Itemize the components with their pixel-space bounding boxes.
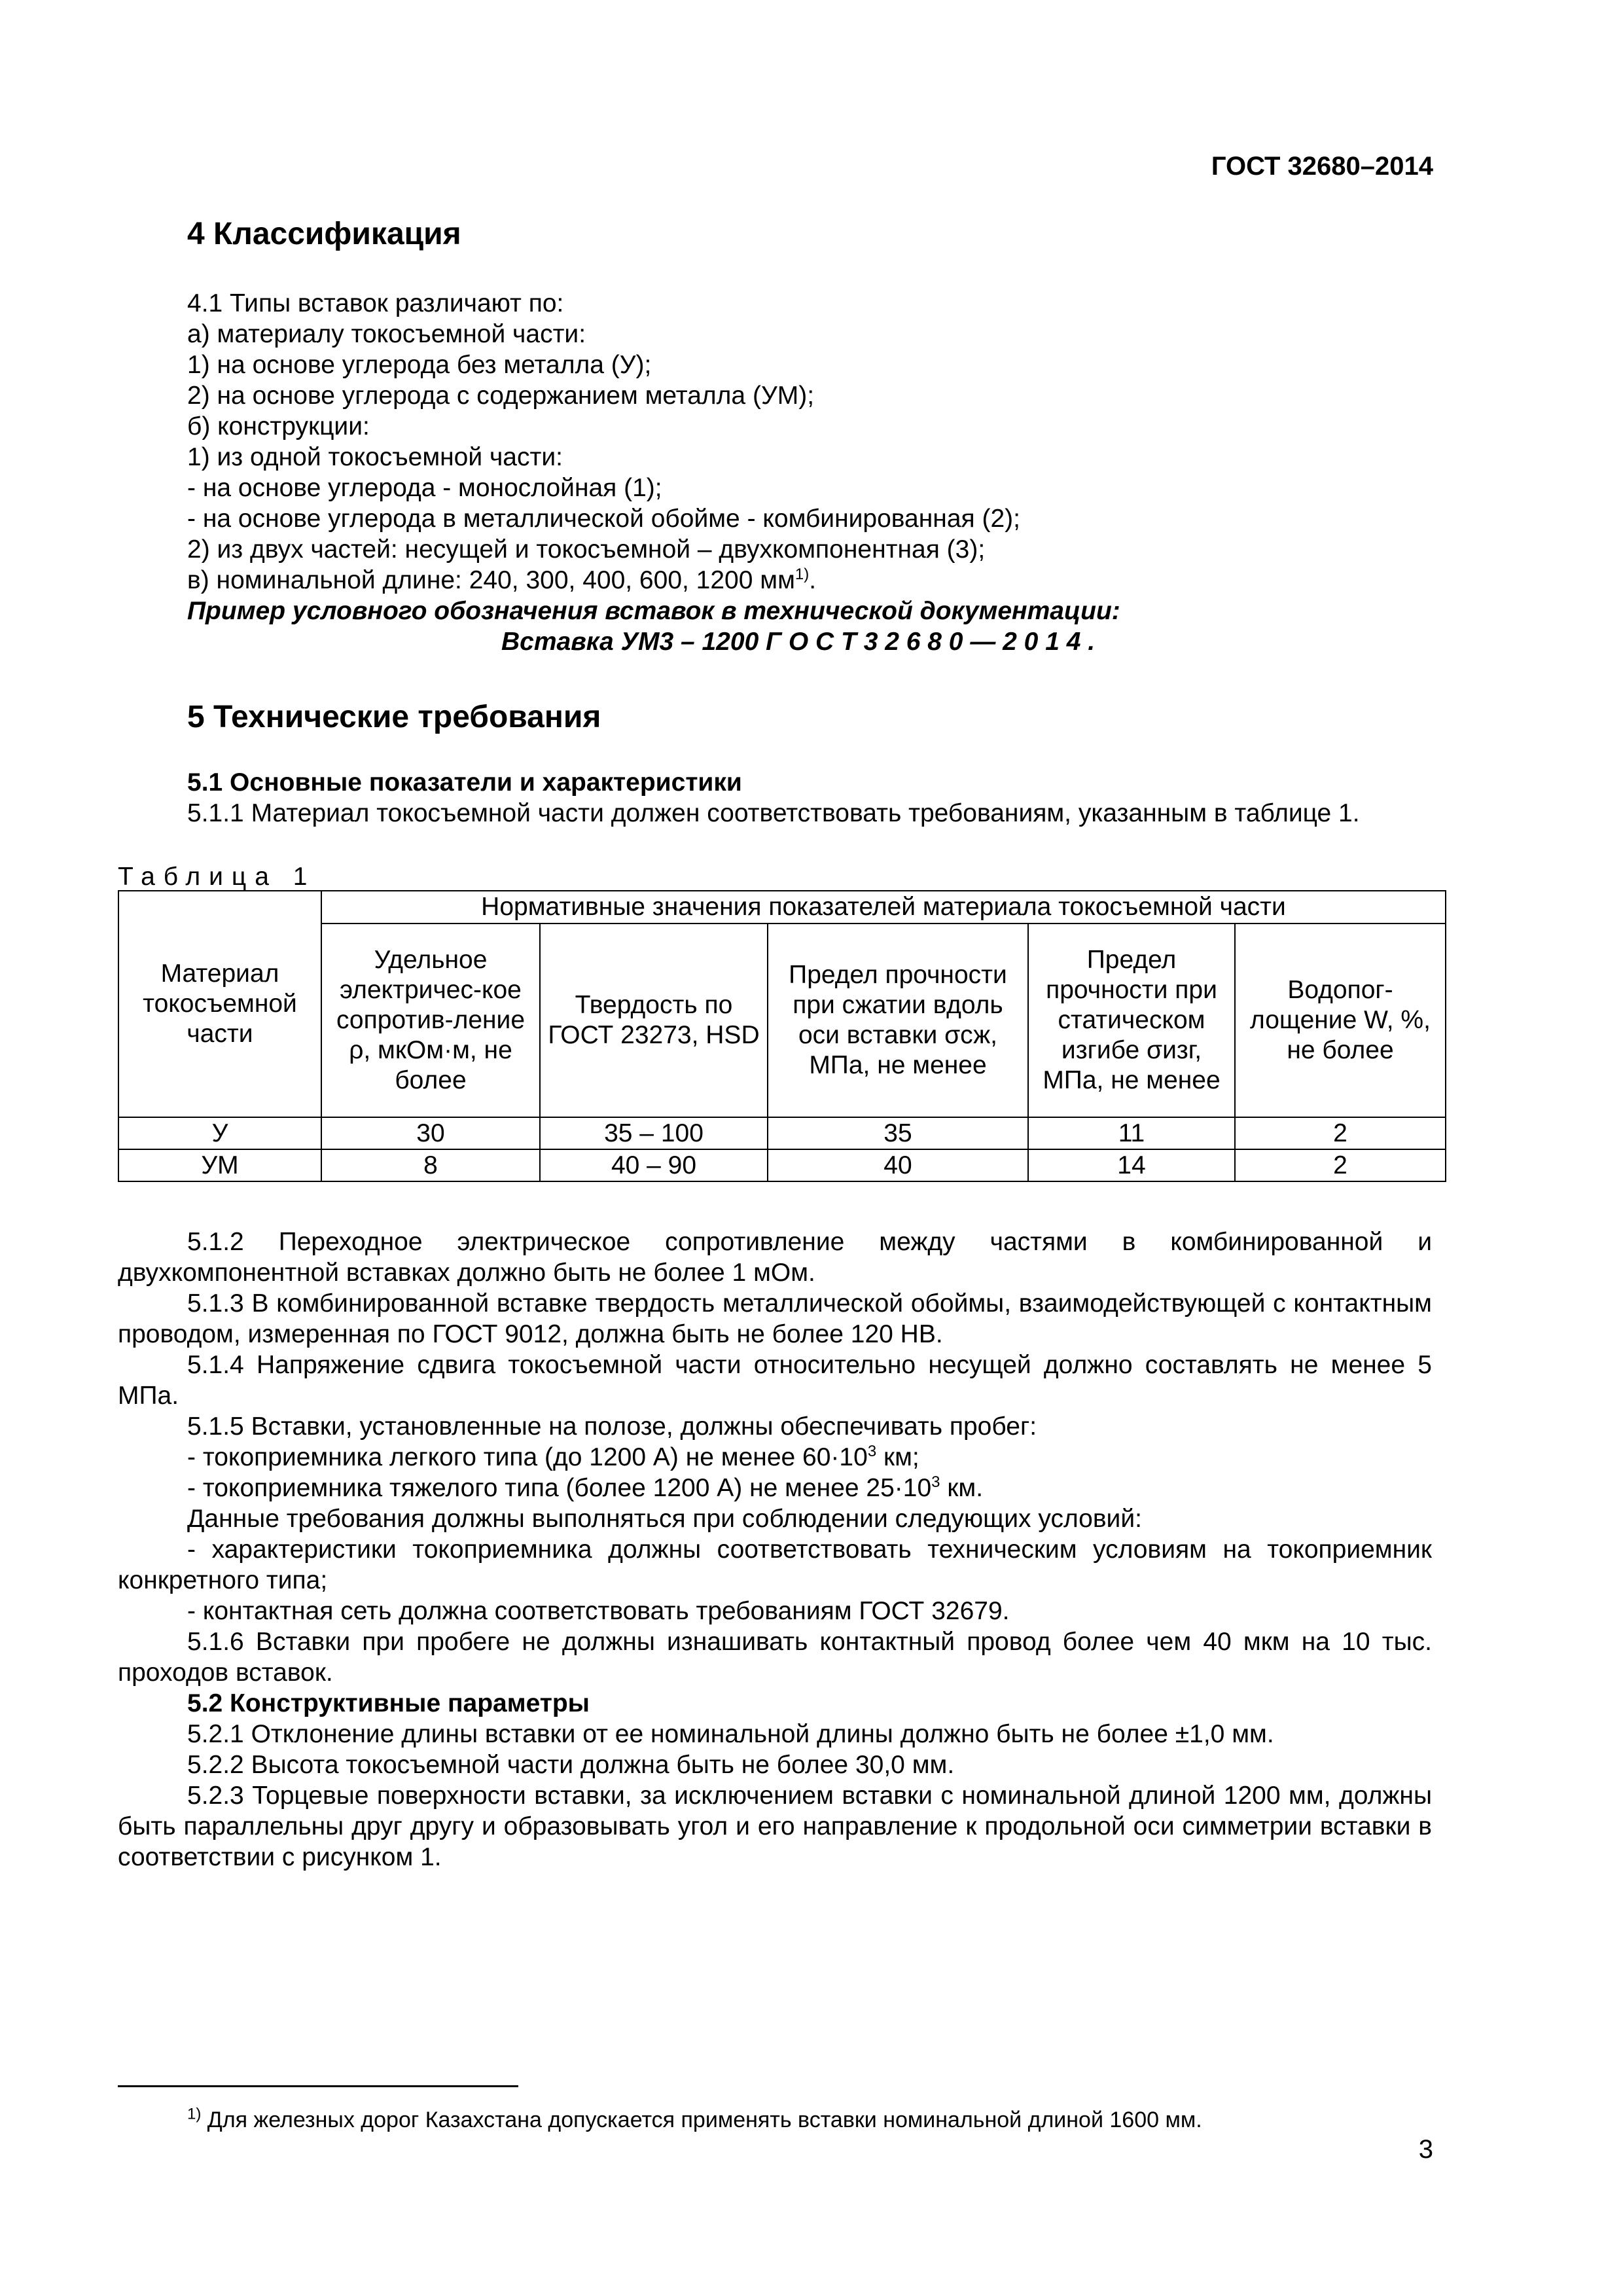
header-bending: Предел прочности при статическом изгибе σизг, МПа, не менее — [1028, 924, 1235, 1117]
table-cell: 2 — [1235, 1117, 1446, 1149]
clause-4-1: 4.1 Типы вставок различают по: — [187, 289, 564, 317]
mileage-light — [187, 1442, 919, 1473]
condition-2: - контактная сеть должна соответствовать требованиям ГОСТ 32679. — [187, 1597, 1010, 1625]
lengths-end: . — [809, 566, 817, 594]
list-item: 1) на основе углерода без металла (У); — [187, 351, 652, 379]
clause-5-2-2: 5.2.2 Высота токосъемной части должна быть не более 30,0 мм. — [187, 1751, 955, 1779]
clause-text: 5.1.6 Вставки при пробеге не должны изнашивать контактный провод более чем 40 мкм на 10 тыс. проходов вставок. — [118, 1628, 1432, 1687]
section-4-title: 4 Классификация — [187, 217, 461, 251]
table-caption: Таблица 1 — [118, 863, 316, 891]
clause-5-1-3 — [118, 1288, 1432, 1350]
header-material: Материал токосъемной части — [118, 891, 321, 1117]
header-compression: Предел прочности при сжатии вдоль оси вставки σсж, МПа, не менее — [768, 924, 1028, 1117]
mileage-light-text: - токоприемника легкого типа (до 1200 А) не менее 60·10 — [187, 1443, 868, 1471]
condition-1 — [118, 1534, 1432, 1596]
table-1 — [118, 890, 1446, 1182]
table-row — [118, 1149, 1446, 1181]
footnote-ref[interactable]: 1) — [794, 565, 810, 583]
list-item: 2) на основе углерода с содержанием металла (УМ); — [187, 382, 815, 410]
table-cell: 14 — [1028, 1149, 1235, 1181]
clause-5-1-6 — [118, 1626, 1432, 1688]
clause-5-1-2 — [118, 1227, 1432, 1288]
list-item: 2) из двух частей: несущей и токосъемной – двухкомпонентная (3); — [187, 535, 986, 564]
clause-text: - характеристики токоприемника должны соответствовать техническим условиям на токоприемник конкретного типа; — [118, 1535, 1432, 1594]
example-heading: Пример условного обозначения вставок в технической документации: — [187, 597, 1120, 625]
table-cell: УМ — [118, 1149, 321, 1181]
header-resistivity: Удельное электричес-кое сопротив-ление ρ, мкОм·м, не более — [321, 924, 540, 1117]
list-item: б) конструкции: — [187, 412, 370, 440]
clause-5-2-3 — [118, 1780, 1432, 1873]
table-cell: 40 — [768, 1149, 1028, 1181]
list-item: а) материалу токосъемной части: — [187, 320, 586, 348]
table-cell: 2 — [1235, 1149, 1446, 1181]
clause-5-1-4 — [118, 1350, 1432, 1411]
table-cell: 8 — [321, 1149, 540, 1181]
list-item: 1) из одной токосъемной части: — [187, 443, 563, 471]
mileage-heavy-text: - токоприемника тяжелого типа (более 1200 А) не менее 25·10 — [187, 1474, 932, 1502]
clause-text: 5.1.3 В комбинированной вставке твердость металлической обоймы, взаимодействующей с контактным проводом, измеренная по ГОСТ 9012, должна быть не более 120 НВ. — [118, 1289, 1432, 1348]
table-cell: 40 – 90 — [540, 1149, 768, 1181]
clause-5-1-5: 5.1.5 Вставки, установленные на полозе, должны обеспечивать пробег: — [187, 1412, 1037, 1441]
header-hardness: Твердость по ГОСТ 23273, HSD — [540, 924, 768, 1117]
clause-5-2-1: 5.2.1 Отклонение длины вставки от ее номинальной длины должно быть не более ±1,0 мм. — [187, 1720, 1274, 1748]
unit: км. — [940, 1474, 984, 1502]
exponent: 3 — [931, 1473, 940, 1491]
table-row — [118, 1117, 1446, 1149]
subsection-5-1-title: 5.1 Основные показатели и характеристики — [187, 768, 742, 797]
list-item: - на основе углерода - монослойная (1); — [187, 474, 662, 502]
table-cell: У — [118, 1117, 321, 1149]
footnote-mark: 1) — [187, 2105, 202, 2123]
table-cell: 35 — [768, 1117, 1028, 1149]
table-cell: 30 — [321, 1117, 540, 1149]
table-cell: 35 – 100 — [540, 1117, 768, 1149]
footnote — [187, 2105, 1202, 2133]
list-item-lengths — [187, 565, 816, 596]
lengths-text: в) номинальной длине: 240, 300, 400, 600, 1200 мм — [187, 566, 795, 594]
footnote-text: Для железных дорог Казахстана допускается применять вставки номинальной длиной 1600 мм. — [201, 2108, 1202, 2132]
subsection-5-2-title: 5.2 Конструктивные параметры — [187, 1689, 590, 1717]
header-water: Водопог-лощение W, %, не более — [1235, 924, 1446, 1117]
header-group: Нормативные значения показателей материала токосъемной части — [321, 891, 1446, 924]
section-5-title: 5 Технические требования — [187, 700, 601, 734]
unit: км; — [876, 1443, 919, 1471]
mileage-heavy — [187, 1473, 983, 1503]
footnote-separator — [118, 2085, 518, 2087]
clause-text: 5.2.3 Торцевые поверхности вставки, за исключением вставки с номинальной длиной 1200 мм, должны быть параллельны друг другу и образовывать угол и его направление к продольной оси симметрии вставки в соответствии с рисунком 1. — [118, 1782, 1432, 1871]
page-number: 3 — [1418, 2135, 1433, 2164]
clause-text: 5.1.4 Напряжение сдвига токосъемной части относительно несущей должно составлять не менее 5 МПа. — [118, 1351, 1432, 1410]
document-code: ГОСТ 32680–2014 — [1211, 152, 1433, 181]
clause-text: 5.1.2 Переходное электрическое сопротивление между частями в комбинированной и двухкомпонентной вставках должно быть не более 1 мОм. — [118, 1228, 1432, 1287]
conditions-intro: Данные требования должны выполняться при соблюдении следующих условий: — [187, 1505, 1142, 1533]
exponent: 3 — [867, 1443, 877, 1460]
example-designation: Вставка УМ3 – 1200 Г О С Т 3 2 6 8 0 — 2 0 1 4 . — [501, 628, 1096, 656]
clause-5-1-1: 5.1.1 Материал токосъемной части должен соответствовать требованиям, указанным в таблице 1. — [187, 799, 1360, 827]
list-item: - на основе углерода в металлической обойме - комбинированная (2); — [187, 505, 1020, 533]
table-cell: 11 — [1028, 1117, 1235, 1149]
